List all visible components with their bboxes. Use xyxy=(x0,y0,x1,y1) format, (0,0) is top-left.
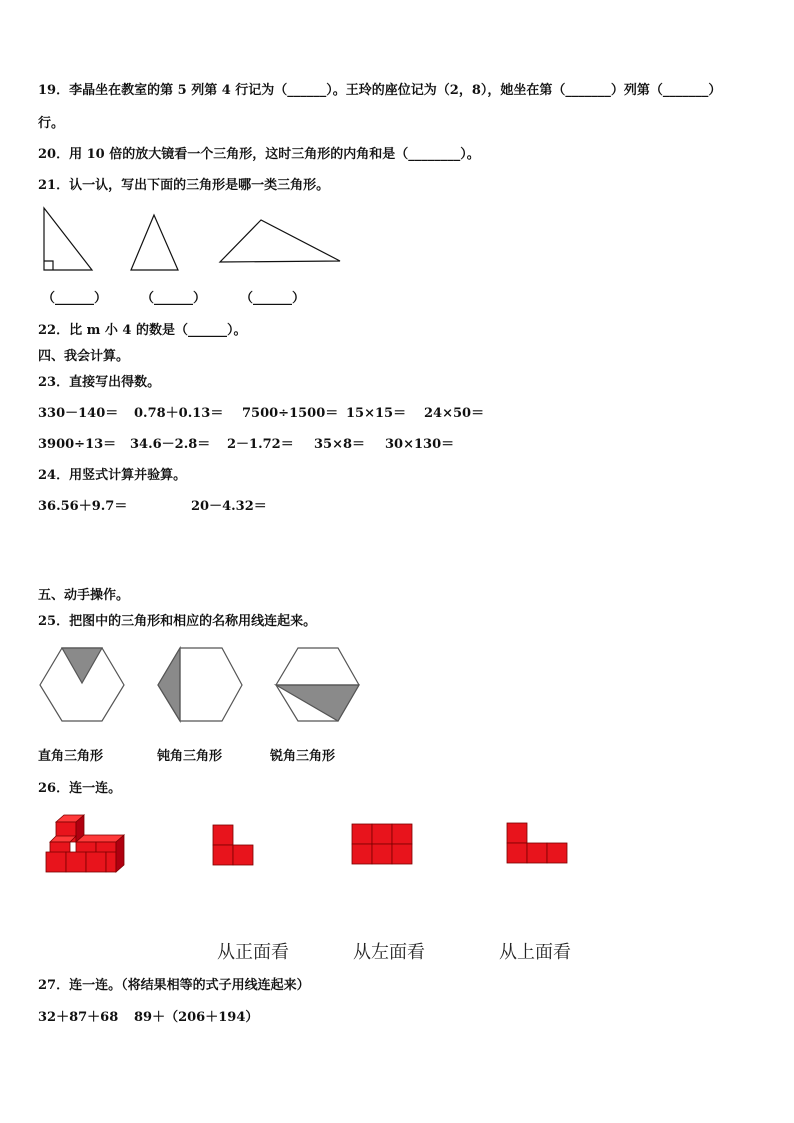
q25-prompt: 25．把图中的三角形和相应的名称用线连起来。 xyxy=(38,614,317,629)
q23-item: 35×8＝ xyxy=(314,437,366,452)
q21-blank-1[interactable]: （______） xyxy=(42,291,108,306)
q27-item: 32＋87＋68 xyxy=(38,1010,119,1025)
q22-text: 22．比 m 小 4 的数是（______）。 xyxy=(38,323,247,338)
q23-item: 330－140＝ xyxy=(38,406,119,421)
q23-item: 0.78＋0.13＝ xyxy=(134,406,224,421)
q23-item: 30×130＝ xyxy=(385,437,455,452)
view-label-left: 从左面看 xyxy=(353,942,425,963)
view-label-top: 从上面看 xyxy=(499,942,571,963)
section-5-heading: 五、动手操作。 xyxy=(38,588,130,603)
cube-solid-3d xyxy=(46,815,124,872)
q23-item: 2－1.72＝ xyxy=(227,437,294,452)
q26-cube-figures xyxy=(0,810,794,880)
label-right-triangle: 直角三角形 xyxy=(38,749,104,764)
q24-item: 36.56＋9.7＝ xyxy=(38,499,128,514)
obtuse-triangle-shaded xyxy=(158,648,180,721)
q20-text: 20．用 10 倍的放大镜看一个三角形，这时三角形的内角和是（________）。 xyxy=(38,147,480,162)
q23-item: 7500÷1500＝ xyxy=(242,406,339,421)
q21-triangles xyxy=(0,200,794,280)
view-long-l-shape xyxy=(507,823,567,863)
q23-item: 24×50＝ xyxy=(424,406,485,421)
q27-item: 89＋（206＋194） xyxy=(134,1010,259,1025)
q23-item: 3900÷13＝ xyxy=(38,437,117,452)
obtuse-triangle-shape xyxy=(220,220,340,262)
q27-prompt: 27．连一连。（将结果相等的式子用线连起来） xyxy=(38,978,310,993)
q26-prompt: 26．连一连。 xyxy=(38,781,122,796)
q23-prompt: 23．直接写出得数。 xyxy=(38,375,161,390)
section-4-heading: 四、我会计算。 xyxy=(38,349,130,364)
q19-line2: 行。 xyxy=(38,116,65,131)
label-obtuse-triangle: 钝角三角形 xyxy=(157,749,223,764)
q24-prompt: 24．用竖式计算并验算。 xyxy=(38,468,187,483)
q19-line1: 19．李晶坐在教室的第 5 列第 4 行记为（______）。王玲的座位记为（2，8），她坐在第（_______）列第（_______） xyxy=(38,83,722,98)
view-l-shape xyxy=(213,825,253,865)
q23-item: 34.6－2.8＝ xyxy=(130,437,211,452)
q25-hexagons xyxy=(0,640,794,730)
view-grid-shape xyxy=(352,824,412,864)
q24-item: 20－4.32＝ xyxy=(191,499,267,514)
q21-blank-2[interactable]: （______） xyxy=(141,291,207,306)
acute-triangle-shape xyxy=(131,215,178,270)
q21-blank-3[interactable]: （______） xyxy=(240,291,306,306)
q23-item: 15×15＝ xyxy=(346,406,407,421)
q21-prompt: 21．认一认，写出下面的三角形是哪一类三角形。 xyxy=(38,178,330,193)
view-label-front: 从正面看 xyxy=(217,942,289,963)
right-angle-mark xyxy=(44,261,53,270)
label-acute-triangle: 锐角三角形 xyxy=(270,749,336,764)
